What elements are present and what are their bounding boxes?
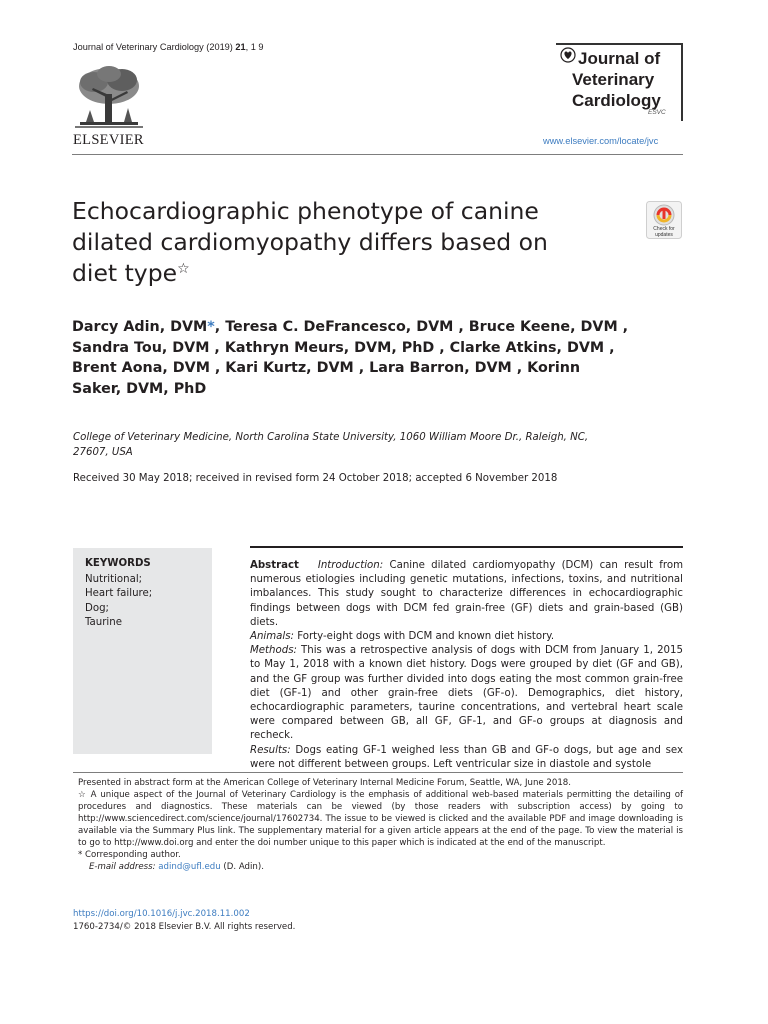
journal-name: Journal of Veterinary Cardiology (2019) — [73, 42, 233, 52]
article-title-text: Echocardiographic phenotype of canine dilated cardiomyopathy differs based on diet type — [72, 197, 548, 287]
affiliation: College of Veterinary Medicine, North Carolina State University, 1060 William Moore Dr., Raleigh, NC, 27607, USA — [73, 432, 589, 458]
email-label: E-mail address: — [89, 862, 156, 872]
footnotes — [73, 777, 683, 873]
footnote-star-mark: ☆ — [78, 790, 87, 800]
cover-title-line: Veterinary — [572, 70, 655, 89]
methods-text: This was a retrospective analysis of dogs with DCM from January 1, 2015 to May 1, 2018 with a known diet history. Dogs were grouped by diet (GF and GB), and the GF group was further divided into dogs eating the most common grain-free diet (GF-1) and other grain-free diets (GF-o). Demographics, diet history, echocardiographic parameters, taurine concentrations, and vertebral heart scale were compared between GB, all GF, GF-1, and GF-o groups at diagnosis and recheck. — [250, 645, 683, 742]
keyword-item: Nutritional; — [85, 574, 143, 585]
intro-label: Introduction: — [317, 560, 384, 571]
journal-pages: , 1 9 — [245, 42, 264, 52]
animals-label: Animals: — [250, 631, 294, 643]
author-first: Darcy Adin, DVM — [72, 319, 208, 335]
title-footnote-mark[interactable]: ☆ — [177, 261, 190, 277]
journal-cover-subtitle: ESVC — [648, 109, 666, 116]
corresponding-author-mark[interactable]: * — [207, 319, 215, 335]
publisher-wordmark: ELSEVIER — [73, 132, 144, 148]
article-title — [72, 196, 592, 289]
animals-text: Forty-eight dogs with DCM and known diet history. — [294, 631, 555, 643]
journal-cover-title — [572, 48, 661, 111]
author-rest: , Teresa C. DeFrancesco, DVM , Bruce Keene, DVM , Sandra Tou, DVM , Kathryn Meurs, DVM, PhD , Clarke Atkins, DVM , Brent Aona, DVM , Kari Kurtz, DVM , Lara Barron, DVM , Korinn Saker, DVM, PhD — [72, 319, 629, 397]
keyword-item: Heart failure; — [85, 588, 153, 600]
journal-url-link[interactable]: www.elsevier.com/locate/jvc — [543, 136, 659, 146]
journal-volume: 21 — [235, 42, 246, 52]
keywords-heading: KEYWORDS — [85, 558, 151, 569]
journal-citation — [73, 42, 264, 52]
check-for-updates-label[interactable]: Check for updates — [653, 226, 675, 238]
keyword-item: Taurine — [85, 616, 122, 628]
methods-label: Methods: — [250, 645, 297, 657]
abstract-divider — [250, 546, 683, 548]
doi-link[interactable]: https://doi.org/10.1016/j.jvc.2018.11.002 — [73, 909, 250, 919]
abstract-label: Abstract — [250, 560, 299, 571]
footnote-email — [73, 861, 683, 873]
email-suffix: (D. Adin). — [220, 862, 264, 872]
results-text: Dogs eating GF-1 weighed less than GB and GF-o dogs, but age and sex were not different between groups. Left ventricular size in diastole and systole — [250, 744, 683, 770]
footnote-divider — [73, 772, 683, 773]
footnote-unique — [73, 789, 683, 849]
author-list — [72, 317, 632, 399]
keyword-item: Dog; — [85, 602, 109, 614]
footnote-presented: Presented in abstract form at the American College of Veterinary Internal Medicine Forum, Seattle, WA, June 2018. — [78, 778, 572, 788]
keywords-list — [85, 573, 152, 630]
issn-copyright: 1760-2734/© 2018 Elsevier B.V. All rights reserved. — [73, 922, 296, 932]
footnote-unique-text: A unique aspect of the Journal of Veterinary Cardiology is the emphasis of additional web-based materials permitting the detailing of procedures and diagnostics. These materials can be viewed (by those readers with subscription access) by going to http://www.sciencedirect.com/science/journal/17602734. The issue to be viewed is clicked and the available PDF and image downloading is available via the Summary Plus link. The supplementary material for a given article appears at the end of the page. To view the material is to go to http://www.doi.org and enter the doi number unique to this paper which is indicated at the end of the manuscript. — [78, 790, 683, 848]
footnote-asterisk-mark: * — [78, 850, 83, 860]
footnote-corresponding — [73, 849, 683, 861]
header-divider — [72, 154, 683, 155]
abstract-body — [250, 559, 683, 772]
intro-text: Canine dilated cardiomyopathy (DCM) can result from numerous etiologies including genetic mutations, infections, toxins, and nutritional imbalances. This study sought to characterize differences in echocardiographic findings between dogs with DCM fed grain-free (GF) diets and grain-based (GB) diets. — [250, 560, 683, 628]
corresponding-text: Corresponding author. — [82, 850, 181, 860]
received-dates: Received 30 May 2018; received in revised form 24 October 2018; accepted 6 November 2018 — [73, 473, 558, 484]
cover-title-line: Journal of — [578, 49, 661, 68]
cover-title-line: Cardiology — [572, 91, 661, 110]
results-label: Results: — [250, 744, 291, 756]
elsevier-tree-logo — [72, 64, 146, 132]
email-link[interactable]: adind@ufl.edu — [158, 862, 221, 872]
